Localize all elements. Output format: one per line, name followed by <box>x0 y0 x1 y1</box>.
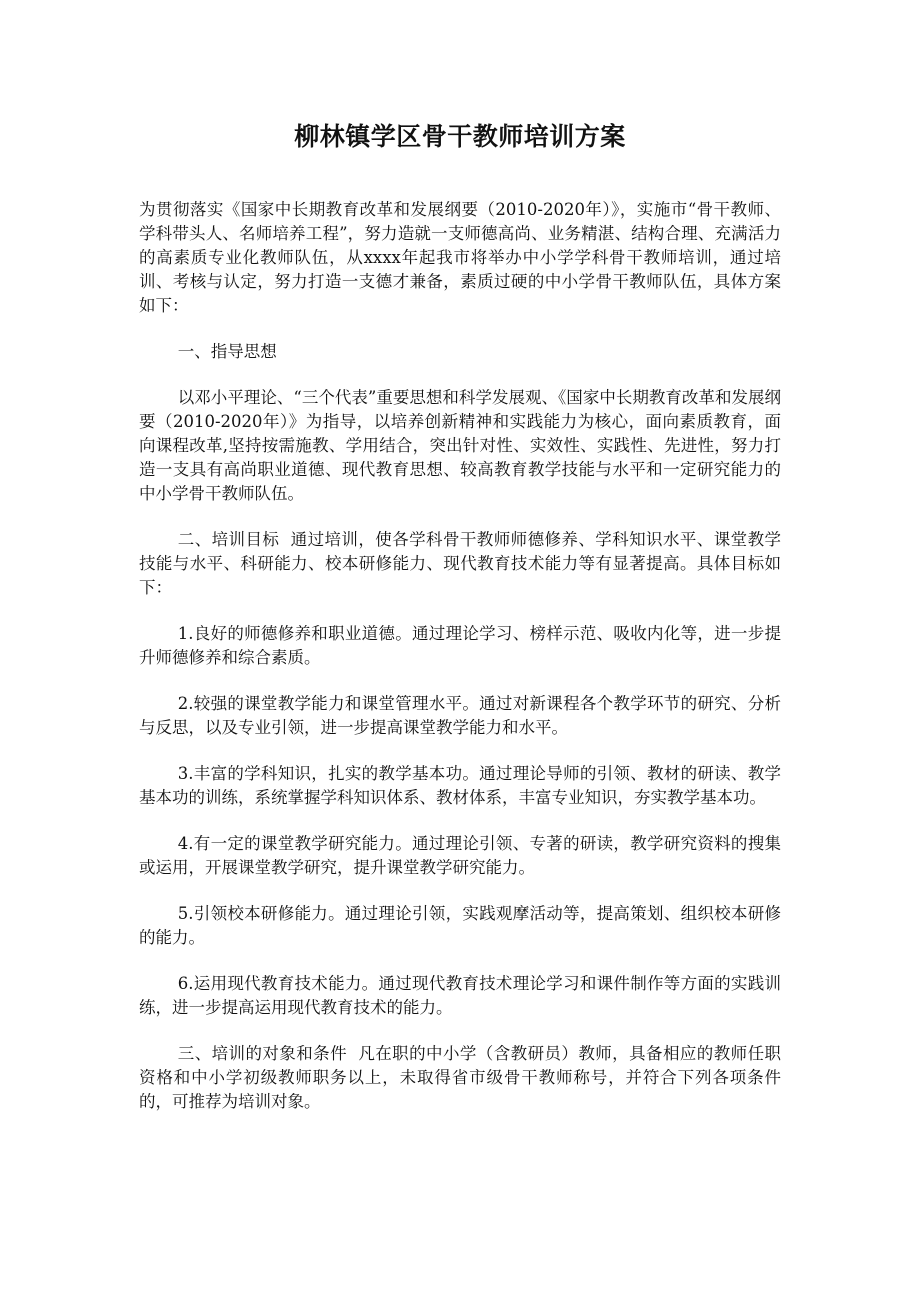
goal-item-1: 1.良好的师德修养和职业道德。通过理论学习、榜样示范、吸收内化等，进一步提升师德修养和综合素质。 <box>139 624 781 667</box>
section-2-paragraph: 二、培训目标 通过培训，使各学科骨干教师师德修养、学科知识水平、课堂教学技能与水平、科研能力、校本研修能力、现代教育技术能力等有显著提高。具体目标如下： <box>139 530 781 597</box>
goal-item-3: 3.丰富的学科知识，扎实的教学基本功。通过理论导师的引领、教材的研读、教学基本功的训练，系统掌握学科知识体系、教材体系，丰富专业知识，夯实教学基本功。 <box>139 764 781 807</box>
goal-item-6: 6.运用现代教育技术能力。通过现代教育技术理论学习和课件制作等方面的实践训练，进一步提高运用现代教育技术的能力。 <box>139 974 781 1017</box>
document-title: 柳林镇学区骨干教师培训方案 <box>294 122 626 151</box>
section-3-paragraph: 三、培训的对象和条件 凡在职的中小学（含教研员）教师，具备相应的教师任职资格和中小学初级教师职务以上，未取得省市级骨干教师称号，并符合下列各项条件的，可推荐为培训对象。 <box>139 1044 781 1111</box>
section-1-heading: 一、指导思想 <box>177 342 277 361</box>
section-1-body: 以邓小平理论、“三个代表”重要思想和科学发展观、《国家中长期教育改革和发展纲要（2010-2020年）》为指导，以培养创新精神和实践能力为核心，面向素质教育，面向课程改革,坚持按需施教、学用结合，突出针对性、实效性、实践性、先进性，努力打造一支具有高尚职业道德、现代教育思想、较高教育教学技能与水平和一定研究能力的中小学骨干教师队伍。 <box>139 388 781 503</box>
goal-item-5: 5.引领校本研修能力。通过理论引领，实践观摩活动等，提高策划、组织校本研修的能力。 <box>139 904 781 947</box>
goal-item-2: 2.较强的课堂教学能力和课堂管理水平。通过对新课程各个教学环节的研究、分析与反思，以及专业引领，进一步提高课堂教学能力和水平。 <box>139 694 781 737</box>
document-page <box>139 112 781 1136</box>
goal-item-4: 4.有一定的课堂教学研究能力。通过理论引领、专著的研读，教学研究资料的搜集或运用，开展课堂教学研究，提升课堂教学研究能力。 <box>139 834 781 877</box>
intro-paragraph: 为贯彻落实《国家中长期教育改革和发展纲要（2010-2020年）》，实施市“骨干教师、学科带头人、名师培养工程”，努力造就一支师德高尚、业务精湛、结构合理、充满活力的高素质专业化教师队伍，从xxxx年起我市将举办中小学学科骨干教师培训，通过培训、考核与认定，努力打造一支德才兼备，素质过硬的中小学骨干教师队伍，具体方案如下： <box>139 200 781 315</box>
